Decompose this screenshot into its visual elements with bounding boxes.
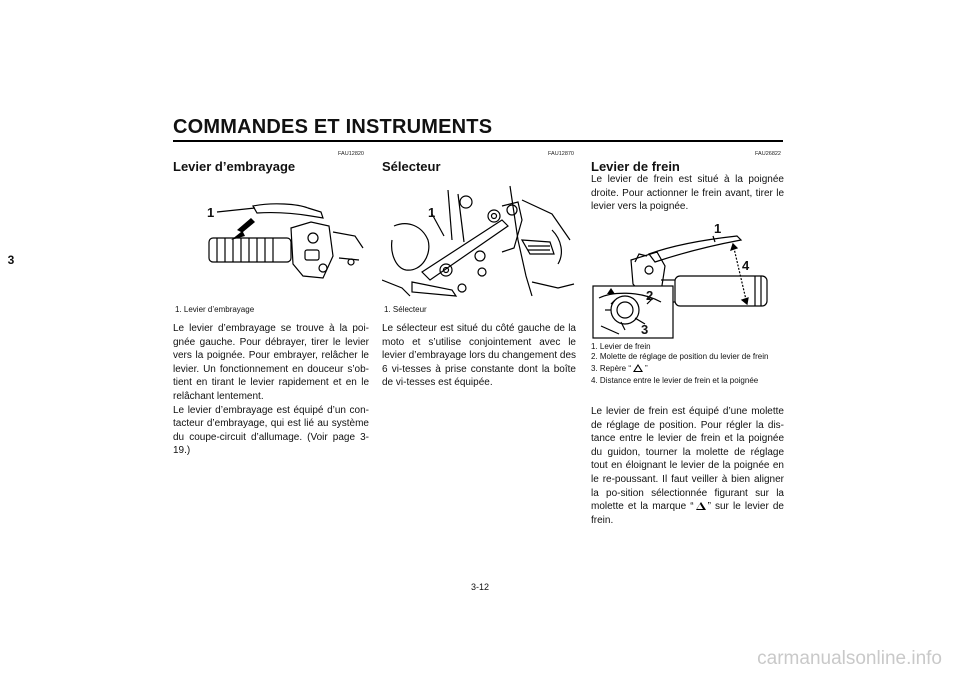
clutch-paragraph-2: Le levier d’embrayage est équipé d’un con-tacteur d’embrayage, qui est lié au système du coupe-circuit d’allumage. (Voir page 3-19.) [173,404,369,457]
brake-caption-3 [591,364,784,374]
triangle-mark-icon [696,502,706,510]
brake-caption-3-text: 3. Repère “ [591,364,632,373]
clutch-lever-illustration [173,186,371,294]
watermark: carmanualsonline.info [757,648,942,669]
brake-paragraph [591,405,784,527]
section-code-brake: FAU26822 [755,151,781,157]
triangle-mark-icon [633,364,643,372]
brake-callout-2: 2 [646,288,654,303]
clutch-callout-1: 1 [207,205,215,220]
brake-caption-3-close: ” [645,364,648,373]
section-heading-brake: Levier de frein [591,159,680,174]
chapter-tab[interactable]: 3 [0,243,22,277]
brake-callout-1: 1 [714,221,722,236]
section-heading-shift: Sélecteur [382,159,441,174]
brake-caption-4: 4. Distance entre le levier de frein et la poignée [591,376,759,385]
shift-caption: 1. Sélecteur [384,305,427,314]
brake-intro: Le levier de frein est situé à la poignée droite. Pour actionner le frein avant, tirer le levier vers la poignée. [591,174,784,213]
shift-paragraph-1: Le sélecteur est situé du côté gauche de la moto et s’utilise conjointement avec le levier d’embrayage lors du changement des 6 vi-tesses à prise constante dont la boîte de vi-tesses est équipée. [382,323,576,389]
section-code-clutch: FAU12820 [338,151,364,157]
brake-caption-list [591,342,784,386]
section-code-shift: FAU12870 [548,151,574,157]
brake-lever-illustration [591,222,785,340]
section-heading-clutch: Levier d’embrayage [173,159,296,174]
brake-paragraph-end: ” sur le levier de frein. [591,501,784,526]
brake-callout-3: 3 [641,322,649,337]
brake-body [591,405,784,527]
page-title: COMMANDES ET INSTRUMENTS [173,116,493,138]
clutch-paragraph-1: Le levier d’embrayage se trouve à la poi-gnée gauche. Pour débrayer, tirer le levier vers la poignée. Pour embrayer, relâcher le levier. Un fonctionnement en douceur s’ob-tient en tirant le levier rapidement et en le relâchant lentement. [173,323,369,402]
shift-body [382,322,576,390]
clutch-body [173,322,369,458]
clutch-caption: 1. Levier d’embrayage [175,305,255,314]
page-number: 3-12 [470,582,489,592]
title-rule [173,140,783,142]
brake-paragraph-text: Le levier de frein est équipé d’une molette de réglage de position. Pour régler la dis-tance entre le levier de frein et la poignée du guidon, tourner la molette de réglage tout en éloignant le levier de la poignée en le re-poussant. Il faut veiller à bien aligner la po-sition sélectionnée figurant sur la molette et la marque “ [591,406,784,513]
shift-lever-illustration [382,180,578,300]
brake-callout-4: 4 [742,258,750,273]
shift-callout-1: 1 [428,205,436,220]
brake-caption-2: 2. Molette de réglage de position du levier de frein [591,352,769,361]
brake-caption-1: 1. Levier de frein [591,342,651,351]
